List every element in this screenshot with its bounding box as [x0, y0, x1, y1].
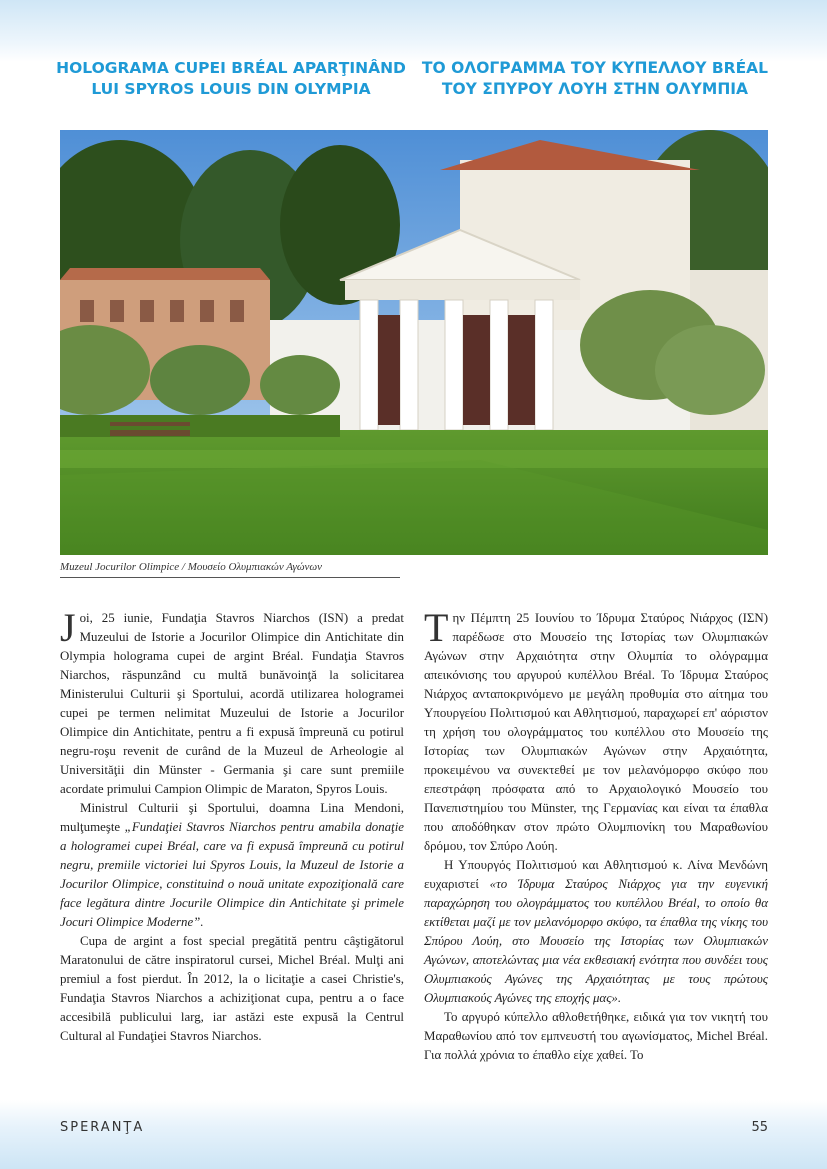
greek-article-column [424, 605, 768, 1065]
romanian-article-column [60, 605, 404, 1046]
romanian-paragraph-3: Cupa de argint a fost special pregătită pentru câştigătorul Maratonului de către inspiratorul cursei, Michel Bréal. Mulţi ani premiul a fost pierdut. În 2012, la o licitaţie a casei Christie's, Fundaţia Stavros Niarchos a achiziţionat cupa, pentru a o face accesibilă publicului larg, iar astăzi este expusă la Centrul Cultural al Fundaţiei Stavros Niarchos. [60, 934, 404, 1043]
romanian-minister-quote: „Fundaţiei Stavros Niarchos pentru amabila donaţie a hologramei cupei Bréal, care va fi expusă împreună cu potirul negru, premiile victoriei lui Spyros Louis, la Muzeul de Istorie a Jocurilor Olimpice, constituind o nouă unitate expoziţională care face legătura dintre Jocurile Olimpice din Antichitate şi primele Jocuri Olimpice Moderne”. [60, 820, 404, 929]
page-number: 55 [751, 1120, 768, 1135]
header-band [0, 0, 827, 62]
romanian-paragraph-1: Joi, 25 iunie, Fundaţia Stavros Niarchos (ISN) a predat Muzeului de Istorie a Jocurilor Olimpice din Antichitate din Olympia holograma cupei de argint Bréal. Fundaţia Stavros Niarchos, răspunzând cu multă bunăvoinţă la solicitarea Ministerului Culturii şi Sportului, acordă utilizarea hologramei cupei pe termen nelimitat Muzeului de Istorie a Jocurilor Olimpice din Antichitate, pentru a fi expusă împreună cu potirul negru-roşu revenit de curând de la Muzeul de Arheologie al Universităţii din Münster - Germania şi care sunt premiile acordate primului Campion Olimpic de Maraton, Spyros Louis. [60, 605, 404, 796]
greek-minister-quote: «το Ίδρυμα Σταύρος Νιάρχος για την ευγενική παραχώρηση του ολογράμματος του κυπέλλου Bréal, το οποίο θα εκτίθεται μαζί με τον μελανόμορφο σκύφο, τα έπαθλα της νίκης του Σπύρου Λούη, στο Μουσείο της Ιστορίας των Ολυμπιακών Αγώνων, αποτελώντας μια νέα εκθεσιακή ενότητα που συνδέει τους Ολυμπιακούς Αγώνες της Αρχαιότητας με τους πρώτους Ολυμπιακούς Αγώνες της εποχής μας». [424, 877, 768, 1005]
museum-photo [60, 130, 768, 555]
greek-paragraph-3: Το αργυρό κύπελλο αθλοθετήθηκε, ειδικά για τον νικητή του Μαραθωνίου από τον εμπνευστή του αγωνίσματος, Michel Bréal. Για πολλά χρόνια το έπαθλο είχε χαθεί. Το [424, 1010, 768, 1062]
photo-caption: Muzeul Jocurilor Olimpice / Μουσείο Ολυμπιακών Αγώνων [60, 561, 400, 578]
greek-paragraph-2 [424, 856, 768, 1008]
greek-paragraph-1: Την Πέμπτη 25 Ιουνίου το Ίδρυμα Σταύρος Νιάρχος (ΙΣΝ) παρέδωσε στο Μουσείο της Ιστορίας των Ολυμπιακών Αγώνων στην Αρχαιότητα στην Ολυμπία το ολόγραμμα απεικόνισης του αργυρού κυπέλλου Bréal. Το Ίδρυμα Σταύρος Νιάρχος ανταποκρινόμενο με μεγάλη προθυμία στο αίτημα του Υπουργείου Πολιτισμού και Αθλητισμού, παραχωρεί επ' αόριστον τη χρήση του ολογράμματος του κυπέλλου στο Μουσείο της Ιστορίας των Ολυμπιακών Αγώνων στην Αρχαιότητα, προκειμένου να συνεκτεθεί με τον μελανόμορφο σκύφο που επεστράφη πρόσφατα από το Αρχαιολογικό Μουσείο του Πανεπιστημίου του Münster, της Γερμανίας και είναι τα έπαθλα που αποδόθηκαν στον πρώτο Ολυμπιονίκη του Μαραθωνίου δρόμου, τον Σπύρο Λούη. [424, 605, 768, 853]
romanian-paragraph-2 [60, 799, 404, 932]
romanian-title: HOLOGRAMA CUPEI BRÉAL APARŢINÂND LUI SPYROS LOUIS DIN OLYMPIA [56, 59, 406, 98]
greek-paragraph-2-intro: Η Υπουργός Πολιτισμού και Αθλητισμού κ. Λίνα Μενδώνη ευχαριστεί [424, 858, 768, 891]
romanian-paragraph-2-intro: Ministrul Culturii şi Sportului, doamna Lina Mendoni, mulţumeşte [60, 801, 404, 834]
greek-title: ΤΟ ΟΛΟΓΡΑΜΜΑ ΤΟΥ ΚΥΠΕΛΛΟΥ BRÉAL ΤΟΥ ΣΠΥΡΟΥ ΛΟΥΗ ΣΤΗΝ ΟΛΥΜΠΙΑ [421, 59, 769, 98]
magazine-name: SPERANŢA [60, 1120, 145, 1135]
